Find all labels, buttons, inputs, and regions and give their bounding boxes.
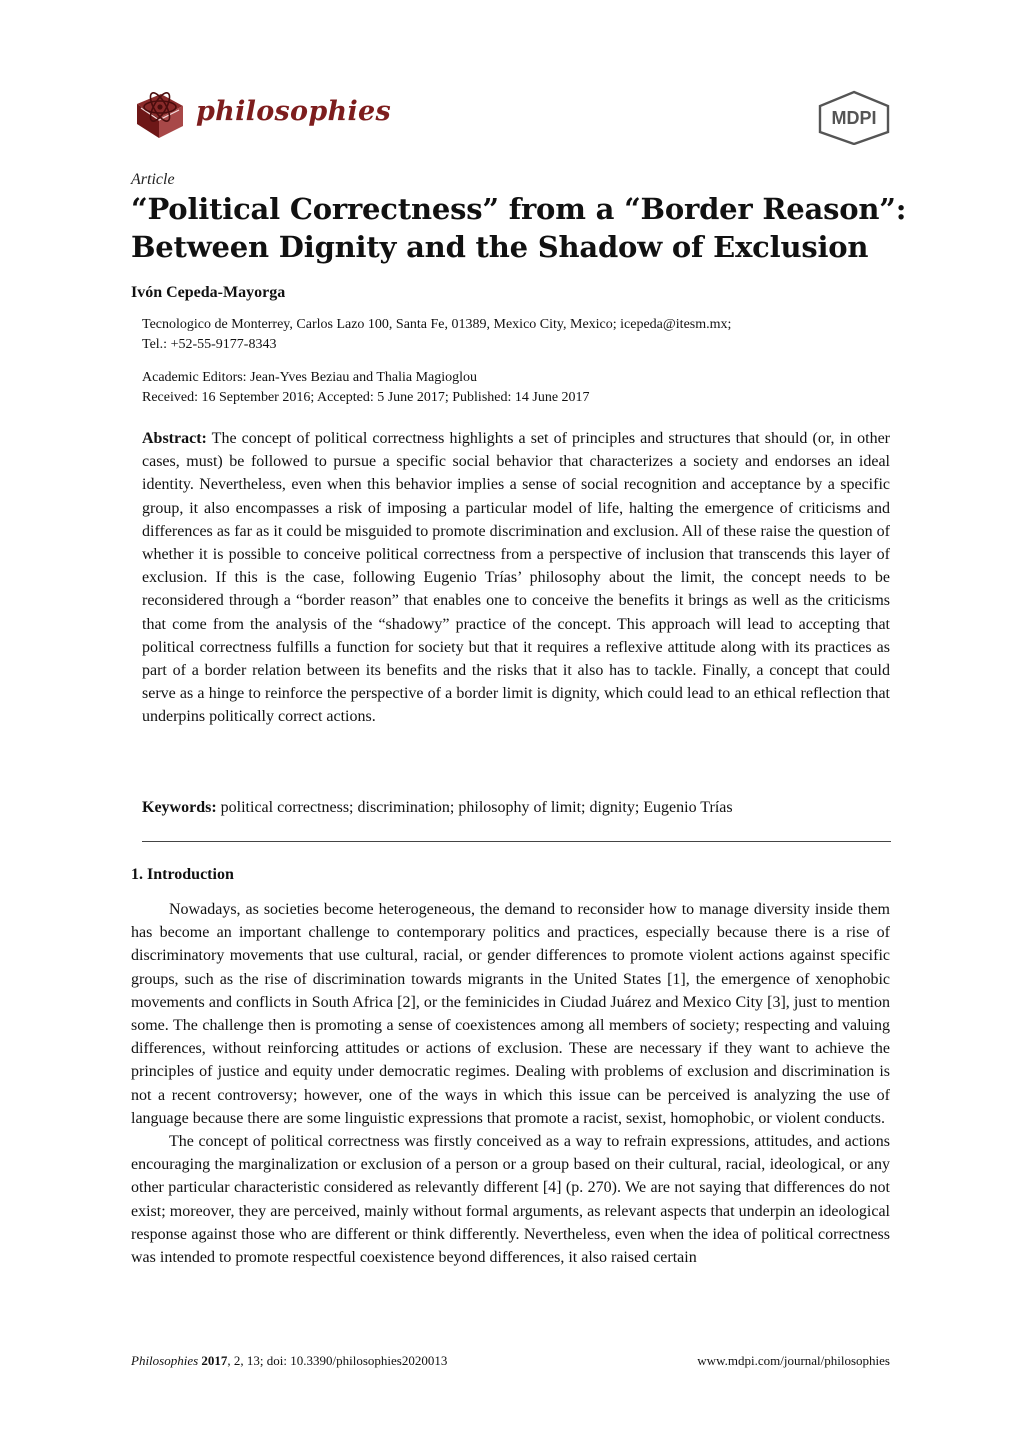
- footer-journal: Philosophies: [131, 1353, 199, 1368]
- article-history: [142, 368, 902, 408]
- publication-dates: Received: 16 September 2016; Accepted: 5 June 2017; Published: 14 June 2017: [142, 390, 590, 405]
- article-title: [131, 190, 921, 266]
- abstract-text: The concept of political correctness highlights a set of principles and structures that should (or, in other cases, must) be followed to pursue a specific social behavior that characterizes a society and endorses an ideal identity. Nevertheless, even when this behavior implies a sense of social recognition and acceptance by a specific group, it also encompasses a risk of imposing a particular model of life, halting the emergence of criticisms and differences as far as it could be misguided to promote discrimination and exclusion. All of these raise the question of whether it is possible to conceive political correctness from a perspective of inclusion that transcends this layer of exclusion. If this is the case, following Eugenio Trías’ philosophy about the limit, the concept needs to be reconsidered through a “border reason” that enables one to conceive the benefits it brings as well as the criticisms that come from the analysis of the “shadowy” practice of the concept. This approach will lead to accepting that political correctness fulfills a function for society but that it requires a reflexive attitude along with its practices as part of a border relation between its benefits and the risks that it also has to tackle. Finally, a concept that could serve as a hinge to reinforce the perspective of a border limit is dignity, which could lead to an ethical reflection that underpins politically correct actions.: [142, 430, 890, 726]
- body-text: [131, 898, 890, 1269]
- title-line: Between Dignity and the Shadow of Exclusion: [131, 230, 869, 264]
- affiliation-line: Tecnologico de Monterrey, Carlos Lazo 100, Santa Fe, 01389, Mexico City, Mexico; icepeda@itesm.mx;: [142, 317, 732, 332]
- author-name: Ivón Cepeda-Mayorga: [131, 284, 286, 301]
- book-atom-logo-icon: [131, 86, 189, 144]
- paragraph: Nowadays, as societies become heterogeneous, the demand to reconsider how to manage diversity inside them has become an important challenge to contemporary politics and practices, especially because there is a rise of discriminatory movements that use cultural, racial, or gender differences to promote violent actions against specific groups, such as the rise of discrimination towards migrants in the United States [1], the emergence of xenophobic movements and conflicts in South Africa [2], or the feminicides in Ciudad Juárez and Mexico City [3], just to mention some. The challenge then is promoting a sense of coexistences among all members of society; respecting and valuing differences, without reinforcing attitudes or actions of exclusion. These are necessary if they want to achieve the principles of justice and equity under democratic regimes. Dealing with problems of exclusion and discrimination is not a recent controversy; however, one of the ways in which this issue can be perceived is analyzing the use of language because there are some linguistic expressions that promote a racist, sexist, homophobic, or violent conducts.: [131, 901, 890, 1127]
- footer-year: 2017: [201, 1353, 228, 1368]
- keywords: [142, 796, 890, 819]
- section-heading: 1. Introduction: [131, 866, 234, 883]
- keywords-text: political correctness; discrimination; philosophy of limit; dignity; Eugenio Trías: [220, 799, 733, 816]
- title-line: “Political Correctness” from a “Border Reason”:: [131, 192, 907, 226]
- affiliation-line: Tel.: +52-55-9177-8343: [142, 337, 277, 352]
- journal-name: philosophies: [196, 96, 391, 127]
- academic-editors: Academic Editors: Jean-Yves Beziau and Thalia Magioglou: [142, 370, 478, 385]
- article-type: Article: [131, 171, 175, 188]
- divider: [142, 841, 891, 842]
- affiliation: [142, 315, 902, 355]
- mdpi-logo-icon: [815, 89, 893, 145]
- journal-url[interactable]: www.mdpi.com/journal/philosophies: [697, 1353, 890, 1368]
- keywords-label: Keywords:: [142, 799, 217, 816]
- citation-footer: [131, 1353, 447, 1369]
- abstract: [142, 427, 890, 729]
- footer-citation: , 2, 13; doi: 10.3390/philosophies2020013: [227, 1353, 448, 1368]
- abstract-label: Abstract:: [142, 430, 207, 447]
- paragraph: The concept of political correctness was firstly conceived as a way to refrain expressions, attitudes, and actions encouraging the marginalization or exclusion of a person or a group based on their cultural, racial, ideological, or any other particular characteristic considered as relevantly different [4] (p. 270). We are not saying that differences do not exist; moreover, they are perceived, mainly without formal arguments, as relevant aspects that underpin an ideological response against those who are different or think differently. Nevertheless, even when the idea of political correctness was intended to promote respectful coexistence beyond differences, it also raised certain: [131, 1133, 890, 1267]
- mdpi-logo-text: MDPI: [831, 108, 877, 128]
